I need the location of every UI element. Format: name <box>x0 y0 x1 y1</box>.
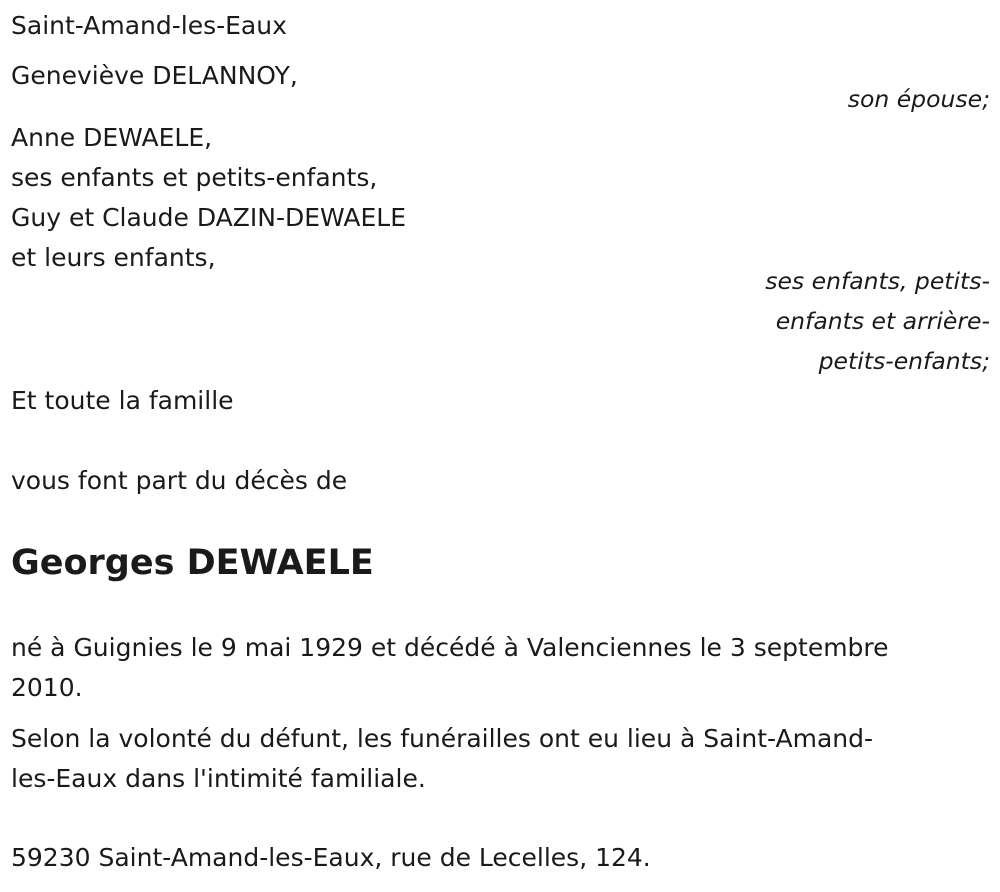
funeral-line-2: les-Eaux dans l'intimité familiale. <box>11 764 426 793</box>
funeral-line-1: Selon la volonté du défunt, les funérailles ont eu lieu à Saint-Amand- <box>11 724 874 753</box>
children-role-line-1: ses enfants, petits- <box>765 267 990 295</box>
child-line-3: Guy et Claude DAZIN-DEWAELE <box>11 203 407 232</box>
deceased-name: Georges DEWAELE <box>11 543 374 583</box>
family-line: Et toute la famille <box>11 386 234 415</box>
dates-line-1: né à Guignies le 9 mai 1929 et décédé à Valenciennes le 3 septembre <box>11 633 889 662</box>
announcement-intro: vous font part du décès de <box>11 466 348 495</box>
children-role-line-3: petits-enfants; <box>818 347 990 375</box>
dates-line-2: 2010. <box>11 673 83 702</box>
children-role-line-2: enfants et arrière- <box>775 307 990 335</box>
child-line-2: ses enfants et petits-enfants, <box>11 163 378 192</box>
place-heading: Saint-Amand-les-Eaux <box>11 11 287 40</box>
child-line-4: et leurs enfants, <box>11 243 216 272</box>
child-line-1: Anne DEWAELE, <box>11 123 213 152</box>
spouse-name: Geneviève DELANNOY, <box>11 61 298 90</box>
address: 59230 Saint-Amand-les-Eaux, rue de Lecelles, 124. <box>11 843 651 872</box>
spouse-role: son épouse; <box>847 85 990 113</box>
